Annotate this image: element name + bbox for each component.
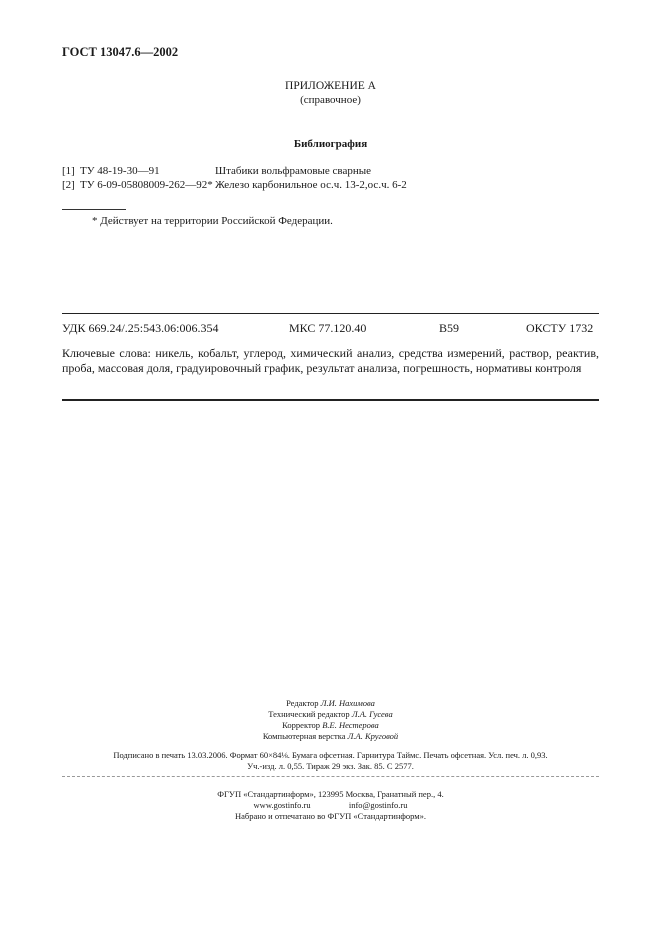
layout-name: Л.А. Круговой — [347, 731, 399, 741]
ref-code: ТУ 6-09-05808009-262—92* — [80, 179, 213, 191]
corrector-line — [0, 720, 661, 730]
divider-top — [62, 313, 599, 314]
layout-label: Компьютерная верстка — [262, 731, 346, 741]
editor-name: Л.И. Нахимова — [320, 698, 375, 708]
mks-code: МКС 77.120.40 — [289, 321, 367, 335]
footnote: * Действует на территории Российской Федерации. — [92, 215, 333, 227]
ref-number: [1] — [62, 165, 75, 177]
footnote-separator — [62, 209, 126, 210]
corrector-label: Корректор — [282, 720, 321, 730]
divider-bottom — [62, 399, 599, 401]
bibliography-title: Библиография — [293, 138, 368, 150]
ref-description: Штабики вольфрамовые сварные — [215, 165, 372, 177]
group-code: В59 — [439, 321, 460, 335]
imprint-divider — [62, 776, 599, 777]
publisher-line-2: www.gostinfo.ru info@gostinfo.ru — [253, 800, 408, 810]
bibliography-item — [0, 179, 661, 193]
print-info-line-1: Подписано в печать 13.03.2006. Формат 60×84⅛. Бумага офсетная. Гарнитура Таймс. Печать офсетная. Усл. печ. л. 0,93. — [113, 750, 548, 760]
appendix-title: ПРИЛОЖЕНИЕ А — [285, 80, 376, 92]
corrector-name: В.Е. Нестерова — [322, 720, 379, 730]
print-info-line-2: Уч.-изд. л. 0,55. Тираж 29 экз. Зак. 85. С 2577. — [247, 761, 414, 771]
editor-label: Редактор — [286, 698, 319, 708]
ref-description: Железо карбонильное ос.ч. 13-2,ос.ч. 6-2 — [215, 179, 407, 191]
layout-line — [0, 731, 661, 741]
ref-code: ТУ 48-19-30—91 — [80, 165, 160, 177]
editor-line — [0, 698, 661, 708]
standard-number: ГОСТ 13047.6—2002 — [62, 45, 179, 59]
appendix-subtitle: (справочное) — [300, 94, 361, 106]
tech-editor-line — [0, 709, 661, 719]
tech-editor-label: Технический редактор — [268, 709, 350, 719]
keywords: Ключевые слова: никель, кобальт, углерод, химический анализ, средства измерений, раствор, реактив, проба, массовая доля, градуировочный график, результат анализа, погрешность, нормативы контроля — [62, 346, 599, 375]
ref-number: [2] — [62, 179, 75, 191]
publisher-line-3: Набрано и отпечатано во ФГУП «Стандартинформ». — [234, 811, 427, 821]
publisher-line-1: ФГУП «Стандартинформ», 123995 Москва, Гранатный пер., 4. — [217, 789, 444, 799]
bibliography-item — [0, 165, 661, 179]
udk-code: УДК 669.24/.25:543.06:006.354 — [62, 321, 219, 335]
okstu-code: ОКСТУ 1732 — [526, 321, 594, 335]
tech-editor-name: Л.А. Гусева — [351, 709, 393, 719]
